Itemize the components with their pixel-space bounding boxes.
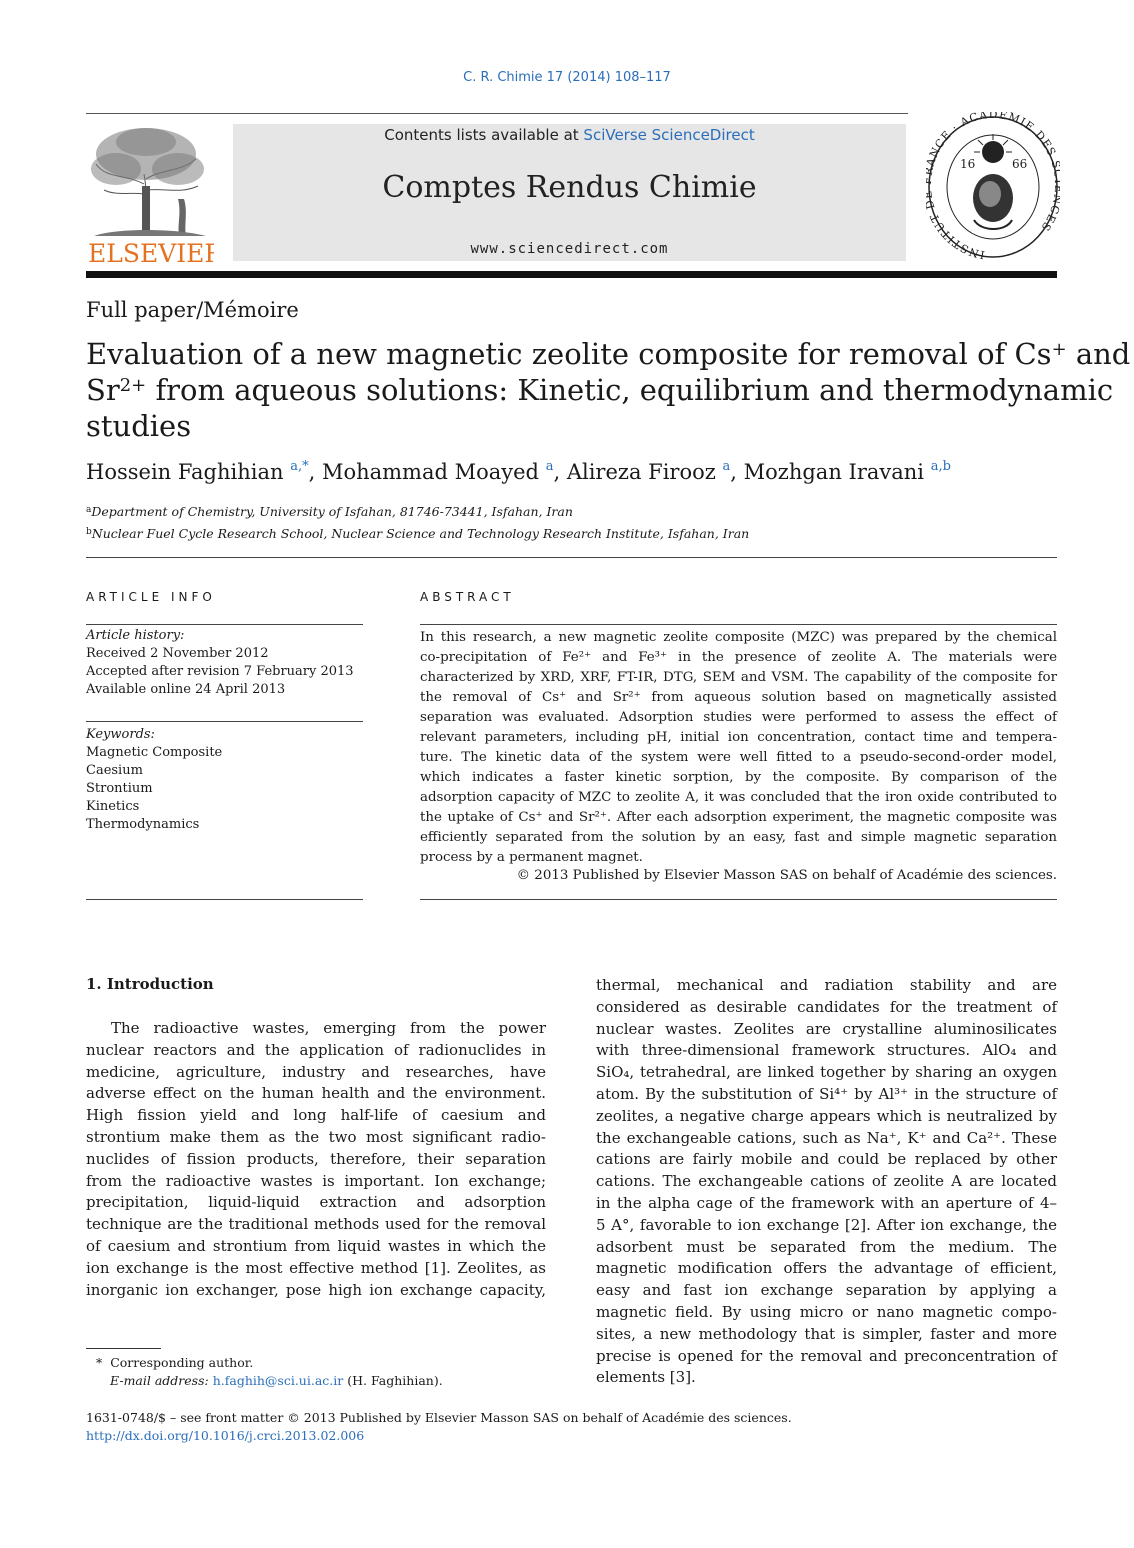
elsevier-logo[interactable]: [86, 124, 214, 266]
author-name: Mohammad Moayed: [321, 460, 539, 484]
affiliation-item: $^b$Nuclear Fuel Cycle Research School, Nuclear Science and Technology Research Institute, Isfahan, Iran: [86, 526, 750, 541]
issn-line: 1631-0748/$ – see front matter © 2013 Published by Elsevier Masson SAS on behalf of Académie des sciences.: [86, 1410, 792, 1425]
keyword-item: Magnetic Composite: [86, 745, 223, 760]
doi-link[interactable]: http://dx.doi.org/10.1016/j.crci.2013.02.006: [86, 1428, 365, 1443]
article-info-rule: [86, 624, 363, 625]
journal-name: Comptes Rendus Chimie: [382, 170, 757, 205]
keyword-item: Kinetics: [86, 799, 140, 814]
affiliation-item: $^a$Department of Chemistry, University of Isfahan, 81746-73441, Isfahan, Iran: [86, 504, 573, 519]
academie-seal: [926, 112, 1060, 262]
journal-banner: [233, 124, 906, 261]
header-top-rule: [86, 113, 908, 114]
academie-seal-icon: [926, 112, 1060, 262]
abstract-bottom-rule: [420, 899, 1057, 900]
keyword-item: Strontium: [86, 781, 153, 796]
affiliation-link[interactable]: a,b: [930, 459, 951, 474]
author-name: Alireza Firooz: [566, 460, 716, 484]
contents-availability: Contents lists available at SciVerse ScienceDirect: [384, 126, 755, 144]
svg-text:ELSEVIER: ELSEVIER: [88, 239, 214, 266]
affiliation-link[interactable]: a: [545, 459, 554, 474]
keywords-rule: [86, 721, 363, 722]
body-right-column: thermal, mechanical and radiation stability and are considered as desirable candidates for the treatment of nuclear wastes. Zeolites are crystalline aluminosilicates with three-dimensional framework structures. AlO₄ and SiO₄, tetrahedral, are linked together by sharing an oxygen atom. By the substitution of Si⁴⁺ by Al³⁺ in the structure of zeolites, a negative charge appears which is neutralized by the exchangeable cations, such as Na⁺, K⁺ and Ca²⁺. These cations are fairly mobile and could be replaced by other cations. The exchangeable cations of zeolite A are located in the alpha cage of the framework with an aperture of 4– 5 A°, favorable to ion exchange [2]. After ion exchange, the adsorbent must be separated from the medium. The magnetic modification offers the advantage of efficient, easy and fast ion exchange separation by applying a magnetic field. By using micro or nano magnetic compo- sites, a new methodology that is simpler, faster and more precise is opened for the removal and preconcentration of elements [3].: [596, 976, 1057, 1387]
keyword-item: Thermodynamics: [86, 817, 200, 832]
author-list: Hossein Faghihian $^{a,*}$, Mohammad Moayed $^a$, Alireza Firooz $^a$, Mozhgan Iravani $^{a,b}$: [86, 459, 951, 484]
section-heading: 1. Introduction: [86, 975, 214, 993]
journal-reference[interactable]: C. R. Chimie 17 (2014) 108–117: [463, 70, 671, 85]
history-item: Available online 24 April 2013: [86, 682, 286, 697]
author-email-link[interactable]: h.faghih@sci.ui.ac.ir: [212, 1373, 344, 1388]
header-thick-rule: [86, 271, 1057, 278]
keywords: Keywords: Magnetic Composite Caesium Strontium Kinetics Thermodynamics: [86, 727, 223, 832]
abstract-text: In this research, a new magnetic zeolite composite (MZC) was prepared by the chemical co-precipitation of Fe²⁺ and Fe³⁺ in the presence of zeolite A. The materials were characterized by XRD, XRF, FT-IR, DTG, SEM and VSM. The capability of the composite for the removal of Cs⁺ and Sr²⁺ from aqueous solution based on magnetically assisted separation was evaluated. Adsorption studies were performed to assess the effect of relevant parameters, including pH, initial ion concentration, contact time and tempera- ture. The kinetic data of the system were well fitted to a pseudo-second-order model, which indicates a faster kinetic sorption, by the composite. By comparison of the adsorption capacity of MZC to zeolite A, it was concluded that the iron oxide contributed to the uptake of Cs⁺ and Sr²⁺. After each adsorption experiment, the magnetic composite was efficiently separated from the solution by an easy, fast and simple magnetic separation process by a permanent magnet.: [420, 630, 1057, 865]
author-name: Mozhgan Iravani: [743, 460, 925, 484]
body-left-column: The radioactive wastes, emerging from the power nuclear reactors and the application of radionuclides in medicine, agriculture, industry and researches, have adverse effect on the human health and the environment. High fission yield and long half-life of caesium and strontium make them as the two most significant radio- nuclides of fission products, therefore, their separation from the radioactive wastes is important. Ion exchange; precipitation, liquid-liquid extraction and adsorption technique are the traditional methods used for the removal of caesium and strontium from liquid wastes in which the ion exchange is the most effective method [1]. Zeolites, as inorganic ion exchanger, pose high ion exchange capacity,: [86, 1019, 546, 1299]
corresponding-footnote: * Corresponding author. E-mail address: h.faghih@sci.ui.ac.ir (H. Faghihian).: [96, 1355, 443, 1388]
affiliation-rule: [86, 557, 1057, 558]
article-history: Article history: Received 2 November 2012 Accepted after revision 7 February 2013 Available online 24 April 2013: [86, 628, 354, 697]
footnote-rule: [86, 1348, 161, 1349]
article-type: Full paper/Mémoire: [86, 298, 299, 322]
keyword-item: Caesium: [86, 763, 143, 778]
abstract-heading: ABSTRACT: [420, 590, 515, 604]
article-info-bottom-rule: [86, 899, 363, 900]
svg-text:66: 66: [1012, 157, 1028, 171]
history-item: Received 2 November 2012: [86, 646, 269, 661]
affiliation-link[interactable]: a,*: [290, 459, 309, 474]
journal-url[interactable]: www.sciencedirect.com: [470, 241, 669, 257]
history-item: Accepted after revision 7 February 2013: [86, 664, 354, 679]
article-info-heading: ARTICLE INFO: [86, 590, 216, 604]
elsevier-tree-icon: [86, 124, 214, 266]
article-title: Evaluation of a new magnetic zeolite composite for removal of Cs+ and $Sr^{2+}$ from aqueous solutions: Kinetic, equilibrium and thermodynamic studies: [86, 337, 1131, 443]
abstract-copyright: © 2013 Published by Elsevier Masson SAS on behalf of Académie des sciences.: [516, 868, 1057, 883]
abstract-rule: [420, 624, 1057, 625]
affiliations: [86, 502, 749, 546]
author-name: Hossein Faghihian: [86, 460, 284, 484]
affiliation-link[interactable]: a: [722, 459, 731, 474]
svg-text:INSTITUT DE FRANCE · ACADÉMIE: INSTITUT NCE · ACADÉMIE DES ES: [926, 112, 1059, 262]
sciencedirect-link[interactable]: SciVerse ScienceDirect: [583, 126, 755, 144]
svg-text:16: 16: [960, 157, 976, 171]
front-matter-footer: [86, 1409, 792, 1445]
